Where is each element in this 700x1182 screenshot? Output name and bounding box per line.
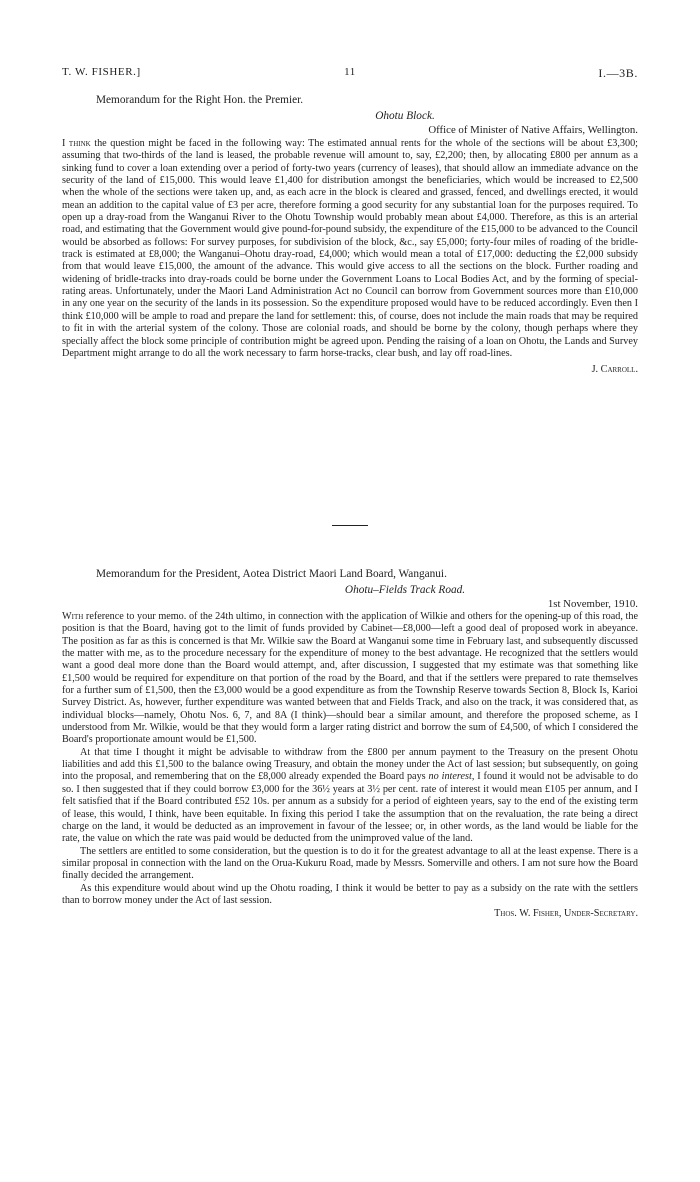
paragraph-text: reference to your memo. of the 24th ultimo, in connection with the application of Wilkie and others for the opening-up of this road, the position is that the Board, having got to the limit of funds provided by Cabinet—£8,000—left a good deal of proposed work in abeyance. The position as far as this is concerned is that Mr. Wilkie saw the Board at Wanganui some time in February last, and subsequently discussed the matter with me, as to the procedure necessary for the expenditure of money to the best advantage. He recognized that the settlers would want a good deal more done than the Board would attempt, and, after discussion, I suggested that my estimate was that something like £1,500 would be required for expenditure on that portion of the road by the Board, and that if the settlers were prepared to rate themselves for a further sum of £1,500, then the £3,000 would be a good expenditure as from the Township Reserve towards Section 8, Block Is, Karioi Survey District. As, however, further expenditure was wanted between that and Fields Track, and also on the track, it was considered that, as individual blocks—namely, Ohotu Nos. 6, 7, and 8A (I think)—should bear a similar amount, and therefore the proposed scheme, as I understood from Mr. Wilkie, would be that they would form a larger rating district and borrow the sum of £4,500, of which I considered the Board's proportionate amount would be £1,500. <box>62 611 638 746</box>
paragraph <box>62 747 638 846</box>
paper-reference: I.—3B. <box>598 66 638 80</box>
memo-heading: Memorandum for the President, Aotea District Maori Land Board, Wanganui. <box>96 568 447 580</box>
paragraph-text: , I found it would not be advisable to do so. I then suggested that if they could borrow £3,000 for the 36½ years at 3½ per cent. rate of interest it would mean £105 per annum, and I felt satisfied that if the Board contributed £52 10s. per annum as a subsidy for a period of eighteen years, say to the end of the existing term of lease, this would, I think, have been equitable. In fixing this period I take the assumption that on the revaluation, the rate being a direct charge on the land, it would be deducted as an improvement in favour of the lessee; or, in other words, as the land would be liable for the rate, the value on which the rate was paid would be deducted from the unimproved value of the land. <box>62 771 638 845</box>
paragraph: As this expenditure would about wind up the Ohotu roading, I think it would be better to pay as a subsidy on the rate with the settlers than to borrow money under the Act of last session. <box>62 882 638 906</box>
emphasis-text: no interest <box>428 771 472 783</box>
memo-date: 1st November, 1910. <box>547 598 638 610</box>
lead-words: With <box>62 611 84 622</box>
memo-premier <box>62 93 638 376</box>
running-header <box>62 66 638 80</box>
header-author: T. W. FISHER.] <box>62 66 141 78</box>
paragraph: The settlers are entitled to some consideration, but the question is to do it for the greatest advantage to all at the least expense. There is a similar proposal in connection with the land on the Orua-Kukuru Road, made by Messrs. Somerville and others. I am not sure how the Board finally decided the arrangement. <box>62 845 638 882</box>
signature-text: Thos. W. Fisher, Under-Secretary. <box>494 908 638 920</box>
lead-words: I think <box>62 138 91 149</box>
section-divider-wrap <box>0 525 700 526</box>
signature <box>62 907 638 920</box>
section-divider <box>332 525 368 526</box>
office-line: Office of Minister of Native Affairs, Wellington. <box>428 124 638 136</box>
memo-subtitle: Ohotu–Fields Track Road. <box>344 584 466 596</box>
paragraph <box>62 611 638 747</box>
memo-body <box>62 138 638 360</box>
memo-president <box>62 567 638 920</box>
paragraph-text: At that time I thought it might be advisable to withdraw from the £800 per annum payment to the Treasury on the present Ohotu liabilities and add this £1,500 to the balance owing Treasury, and obtain the money under the Act of last session; but subsequently, on going into the proposal, and remembering that on the £8,000 already expended the Board pays <box>62 746 638 783</box>
memo-heading: Memorandum for the Right Hon. the Premier. <box>96 94 304 106</box>
memo-subtitle: Ohotu Block. <box>375 110 435 122</box>
signature: J. Carroll. <box>591 364 638 376</box>
page-number: 11 <box>344 66 356 78</box>
body-text: the question might be faced in the following way: The estimated annual rents for the whole of the sections will be about £3,300; assuming that two-thirds of the land is leased, the probable revenue will amount to, say, £2,200; then, by allocating £800 per annum as a sinking fund to cover a loan extending over a period of forty-two years (currency of leases), that should allow an immediate advance on the security of the land of £15,000. This would leave £1,400 for distribution amongst the beneficiaries, which would be increased to £2,500 when the whole of the sections were taken up, and, as each acre in the block is cleared and grassed, fenced, and dwellings erected, it would mean an addition to the capital value of £3 per acre, therefore forming a good security for any substantial loan for the purposes required. To open up a dray-road from the Wanganui River to the Ohotu Township would probably mean about £4,000. Therefore, as this is an arterial road, and estimating that the Government would give pound-for-pound subsidy, the expenditure of the £15,000 to be advanced to the Council would be absorbed as follows: For survey purposes, for subdivision of the block, &c., say £5,000; forty-four miles of roading of the bridle-track is estimated at £8,000; the Wanganui–Ohotu dray-road, £4,000; which would mean a total of £17,000: deducting the £2,000 subsidy from that would leave £15,000, the amount of the advance. This would give access to all the sections on the block. Further roading and widening of bridle-tracks into dray-roads could be borne under the Government Loans to Local Bodies Act, and by the forming of special-rating areas. Unfortunately, under the Maori Land Administration Act no Council can borrow from Government sources more than £10,000 in any one year on the security of the lands in its possession. So the expenditure proposed would have to be reduced accordingly. Even then I think £10,000 will be ample to road and prepare the land for settlement: this, of course, does not include the main roads that may be required to fit in with the arterial system of the colony. Those are colonial roads, and should be borne by the colony, though perhaps where they specially affect the block some principle of contribution might be agreed upon. Pending the raising of a loan on Ohotu, the Lands and Survey Department might arrange to do all the work necessary to farm horse-tracks, clear bush, and lay off road-lines. <box>62 138 639 359</box>
